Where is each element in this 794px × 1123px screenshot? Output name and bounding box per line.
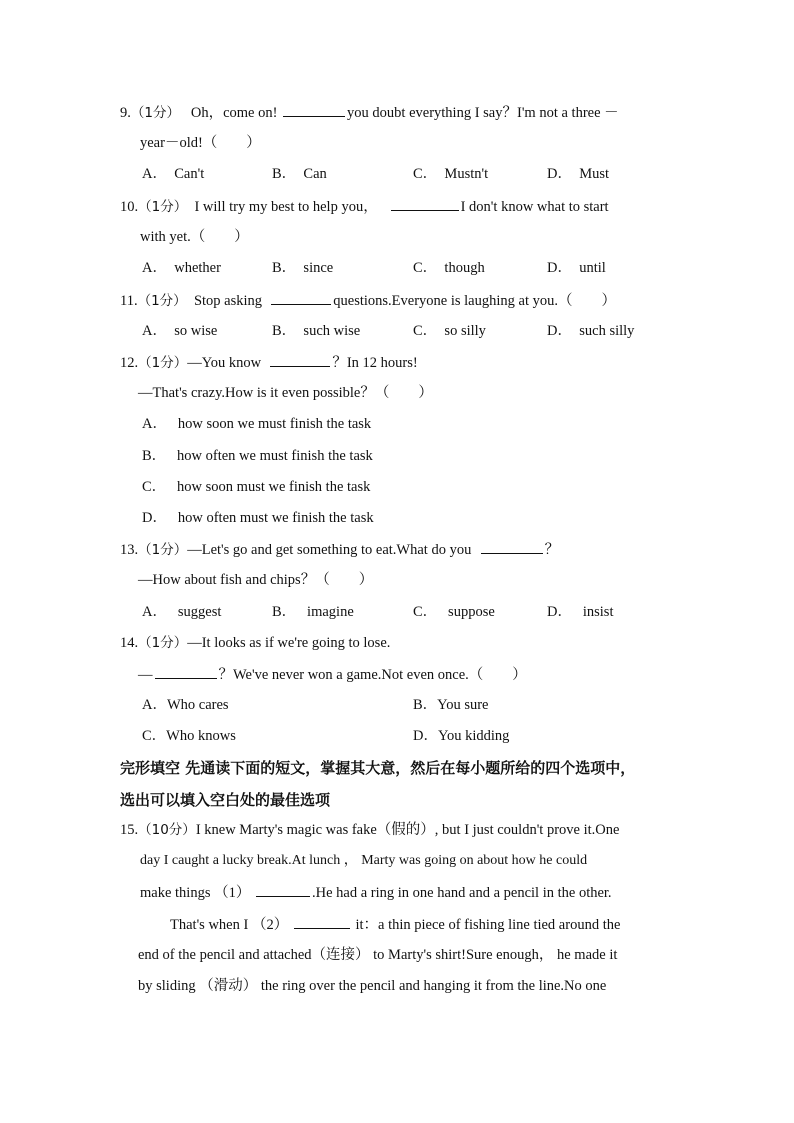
option-a: A． whether — [142, 260, 221, 276]
question-13-line-1: 13.（1分）—Let's go and get something to eat.What do you ？ — [120, 539, 559, 560]
option-c: C． suppose — [413, 604, 495, 620]
option-a: A．Who cares — [142, 697, 229, 713]
question-10-line-1: 10.（1分） I will try my best to help you， I don't know what to start — [120, 196, 609, 217]
option-b: B． imagine — [272, 604, 354, 620]
answer-blank — [283, 102, 345, 117]
question-9-line-1: 9.（1分） Oh，come on! you doubt everything I say？I'm not a three － — [120, 102, 619, 123]
option-c: C． so silly — [413, 323, 486, 339]
answer-blank — [155, 664, 217, 679]
option-b: B． since — [272, 260, 334, 276]
option-d: D． insist — [547, 604, 614, 620]
passage-line-5: end of the pencil and attached（连接） to Marty's shirt!Sure enough， he made it — [138, 947, 618, 963]
question-12-line-2: —That's crazy.How is it even possible？（ ） — [138, 385, 433, 401]
option-c: C． how soon must we finish the task — [142, 479, 371, 495]
answer-blank — [271, 290, 331, 305]
option-d: D． such silly — [547, 323, 635, 339]
option-d: D．You kidding — [413, 728, 510, 744]
question-14-line-1: 14.（1分）—It looks as if we're going to lose. — [120, 635, 391, 651]
passage-line-3: make things （1） .He had a ring in one hand and a pencil in the other. — [140, 882, 612, 903]
passage-line-6: by sliding （滑动） the ring over the pencil and hanging it from the line.No one — [138, 978, 607, 994]
question-11-line-1: 11.（1分） Stop asking questions.Everyone is laughing at you.（ ） — [120, 290, 616, 311]
option-c: C． though — [413, 260, 485, 276]
question-13-line-2: —How about fish and chips？（ ） — [138, 572, 374, 588]
option-d: D． Must — [547, 166, 610, 182]
section-heading-line-2: 选出可以填入空白处的最佳选项 — [120, 791, 331, 809]
option-a: A． Can't — [142, 166, 205, 182]
option-b: B． Can — [272, 166, 327, 182]
option-c: C． Mustn't — [413, 166, 489, 182]
option-a: A． suggest — [142, 604, 222, 620]
answer-blank — [256, 882, 310, 897]
question-9-line-2: year－old!（ ） — [140, 135, 261, 151]
question-14-line-2: — ？We've never won a game.Not even once.（ ） — [138, 664, 527, 685]
option-d: D． how often must we finish the task — [142, 510, 374, 526]
passage-line-4: That's when I （2） it：a thin piece of fishing line tied around the — [170, 914, 620, 935]
question-12-line-1: 12.（1分）—You know ？In 12 hours! — [120, 352, 418, 373]
option-b: B．You sure — [413, 697, 489, 713]
question-10-line-2: with yet.（ ） — [140, 229, 249, 245]
option-d: D． until — [547, 260, 606, 276]
answer-blank — [391, 196, 459, 211]
option-b: B． how often we must finish the task — [142, 448, 373, 464]
passage-line-2: day I caught a lucky break.At lunch ， Marty was going on about how he could — [140, 853, 588, 868]
answer-blank — [481, 539, 543, 554]
option-c: C．Who knows — [142, 728, 236, 744]
option-b: B． such wise — [272, 323, 361, 339]
section-heading: 完形填空 先通读下面的短文，掌握其大意，然后在每小题所给的四个选项中， — [120, 759, 636, 777]
option-a: A． so wise — [142, 323, 218, 339]
passage-line-1: 15.（10分）I knew Marty's magic was fake（假的）, but I just couldn't prove it.One — [120, 822, 620, 838]
option-a: A． how soon we must finish the task — [142, 416, 372, 432]
answer-blank — [270, 352, 330, 367]
answer-blank — [294, 914, 350, 929]
